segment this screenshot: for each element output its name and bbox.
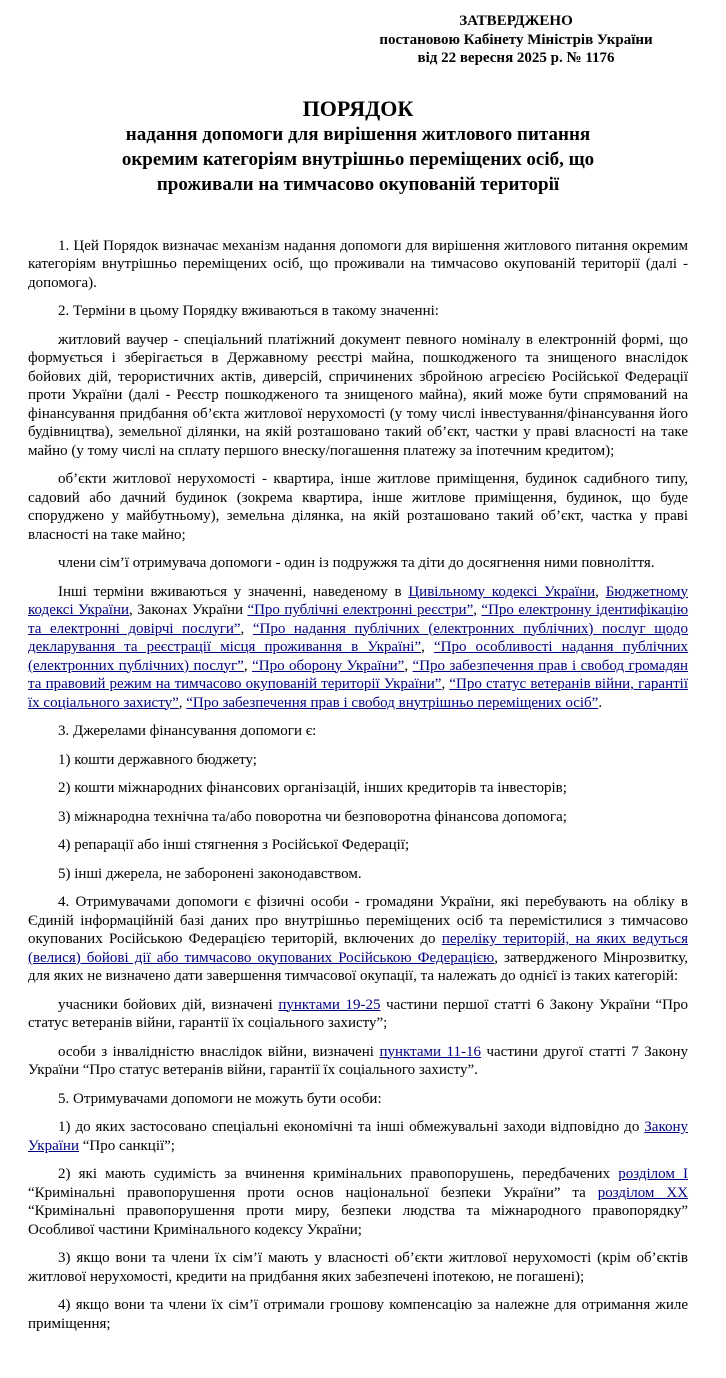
definition-family-members: члени сім’ї отримувача допомоги - один із подружжя та діти до досягнення ними повноліття. bbox=[58, 555, 655, 571]
exclusion-1: 1) до яких застосовано спеціальні економічні та інші обмежувальні заходи відповідно до Закону України “Про санкції”; bbox=[28, 1119, 688, 1154]
title-main: ПОРЯДОК bbox=[302, 95, 414, 121]
link-law-idp-rights[interactable]: “Про забезпечення прав і свобод внутрішньо переміщених осіб” bbox=[186, 694, 599, 711]
exclusion-4: 4) якщо вони та члени їх сім’ї отримали грошову компенсацію за належне для отримання жиле приміщення; bbox=[28, 1297, 688, 1332]
category-combat-participants: учасники бойових дій, визначені пунктами 19-25 частини першої статті 6 Закону України “Про статус ветеранів війни, гарантії їх соціального захисту”; bbox=[28, 996, 689, 1031]
category-war-disability: особи з інвалідністю внаслідок війни, визначені пунктами 11-16 частини другої статті 7 Закону України “Про статус ветеранів війни, гарантії їх соціального захисту”. bbox=[28, 1043, 689, 1078]
link-law-residence-registration[interactable]: “Про надання публічних (електронних публічних) послуг щодо декларування та реєстрації місця проживання в Україні” bbox=[28, 620, 689, 655]
exclusion-3: 3) якщо вони та члени їх сім’ї мають у власності об’єкти житлової нерухомості (крім об’єктів житлової нерухомості, кредити на придбання яких забезпечені іпотекою, не погашені); bbox=[28, 1250, 688, 1285]
link-section-1[interactable]: розділом I bbox=[618, 1166, 688, 1182]
resolution-date-number: від 22 вересня 2025 р. № 1176 bbox=[417, 50, 615, 66]
title-line-1: надання допомоги для вирішення житлового питання bbox=[125, 123, 591, 145]
exclusion-2: 2) які мають судимість за вчинення кримінальних правопорушень, передбачених розділом I “Кримінальні правопорушення проти основ національної безпеки України” та розділом XX “Кримінальні правопорушення проти миру, безпеки людства та міжнародного правопорядку” Особливої частини Кримінального кодексу України; bbox=[28, 1166, 689, 1238]
definition-housing-voucher: житловий ваучер - спеціальний платіжний документ певного номіналу в електронній формі, що формується і зберігається в Державному реєстрі майна, пошкодженого та знищеного внаслідок бойових дій, терористичних актів, диверсій, спричинених збройною агресією Російської Федерації проти України (далі - Реєстр пошкодженого та знищеного майна), який може бути спрямований на фінансування придбання об’єкта житлової нерухомості (у тому числі інвестування/фінансування його будівництва), земельної ділянки, на якій розташовано такий об’єкт, частки у праві власності на таке майно (у тому числі на сплату першого внеску/погашення платежу за іпотечним кредитом); bbox=[28, 331, 688, 459]
title-line-3: проживали на тимчасово окупованій території bbox=[156, 173, 560, 195]
link-section-20[interactable]: розділом XX bbox=[597, 1184, 689, 1201]
link-law-sanctions[interactable]: Закону України bbox=[28, 1119, 688, 1154]
funding-source-4: 4) репарації або інші стягнення з Російської Федерації; bbox=[58, 837, 410, 853]
paragraph-1: 1. Цей Порядок визначає механізм надання допомоги для вирішення житлового питання окремим категоріям внутрішньо переміщених осіб, що проживали на тимчасово окупованій території (далі - допомога). bbox=[28, 237, 688, 291]
link-territories-list[interactable]: переліку територій, на яких ведуться (велися) бойові дії або тимчасово окупованих Російською Федерацією bbox=[28, 931, 688, 966]
title-line-2: окремим категоріям внутрішньо переміщених осіб, що bbox=[121, 148, 595, 170]
link-law-e-identification[interactable]: “Про електронну ідентифікацію та електронні довірчі послуги” bbox=[28, 602, 689, 637]
link-budget-code[interactable]: Бюджетному кодексі України bbox=[28, 583, 688, 618]
approved-label: ЗАТВЕРДЖЕНО bbox=[459, 13, 573, 29]
approval-stamp bbox=[344, 12, 688, 68]
link-law-occupied-territory[interactable]: “Про забезпечення прав і свобод громадян та правовий режим на тимчасово окупованій території України” bbox=[28, 657, 689, 692]
link-items-11-16[interactable]: пунктами 11-16 bbox=[379, 1043, 481, 1060]
document-title bbox=[28, 96, 688, 197]
document-body bbox=[28, 237, 688, 1334]
paragraph-3: 3. Джерелами фінансування допомоги є: bbox=[58, 723, 317, 739]
funding-source-3: 3) міжнародна технічна та/або поворотна чи безповоротна фінансова допомога; bbox=[58, 808, 567, 825]
funding-source-5: 5) інші джерела, не заборонені законодавством. bbox=[58, 865, 362, 882]
definition-residential-property: об’єкти житлової нерухомості - квартира, інше житлове приміщення, будинок садибного типу, садовий або дачний будинок (зокрема квартира, інше житлове приміщення, будинок, що буде споруджено у майбутньому), земельна ділянка, на якій розташовано такий об’єкт, частка у праві власності на таке майно; bbox=[28, 471, 688, 543]
link-law-war-veterans[interactable]: “Про статус ветеранів війни, гарантії їх соціального захисту” bbox=[28, 676, 688, 711]
resolution-line: постановою Кабінету Міністрів України bbox=[379, 31, 653, 48]
paragraph-5: 5. Отримувачами допомоги не можуть бути особи: bbox=[58, 1090, 382, 1107]
link-law-defense[interactable]: “Про оборону України” bbox=[252, 657, 405, 674]
funding-source-1: 1) кошти державного бюджету; bbox=[58, 751, 257, 768]
paragraph-4: 4. Отримувачами допомоги є фізичні особи - громадяни України, які перебувають на обліку в Єдиній інформаційній базі даних про внутрішньо переміщених осіб та перемістилися з тимчасово окупованих Російською Федерацією територій, включених до переліку територій, на яких ведуться (велися) бойові дії або тимчасово окупованих Російською Федерацією, затвердженого Мінрозвитку, для яких не визначено дати завершення тимчасової окупації, та належать до однієї із таких категорій: bbox=[28, 894, 688, 984]
link-law-public-services[interactable]: “Про особливості надання публічних (електронних публічних) послуг” bbox=[28, 639, 689, 674]
link-law-public-registers[interactable]: “Про публічні електронні реєстри” bbox=[247, 602, 474, 618]
funding-source-2: 2) кошти міжнародних фінансових організацій, інших кредиторів та інвесторів; bbox=[58, 780, 567, 796]
paragraph-other-terms: Інші терміни вживаються у значенні, наведеному в Цивільному кодексі України, Бюджетному кодексі України, Законах України “Про публічні електронні реєстри”, “Про електронну ідентифікацію та електронні довірчі послуги”, “Про надання публічних (електронних публічних) послуг щодо декларування та реєстрації місця проживання в Україні”, “Про особливості надання публічних (електронних публічних) послуг”, “Про оборону України”, “Про забезпечення прав і свобод громадян та правовий режим на тимчасово окупованій території України”, “Про статус ветеранів війни, гарантії їх соціального захисту”, “Про забезпечення прав і свобод внутрішньо переміщених осіб”. bbox=[28, 583, 689, 711]
link-items-19-25[interactable]: пунктами 19-25 bbox=[278, 996, 381, 1013]
paragraph-2: 2. Терміни в цьому Порядку вживаються в такому значенні: bbox=[58, 303, 439, 319]
link-civil-code[interactable]: Цивільному кодексі України bbox=[408, 583, 596, 600]
